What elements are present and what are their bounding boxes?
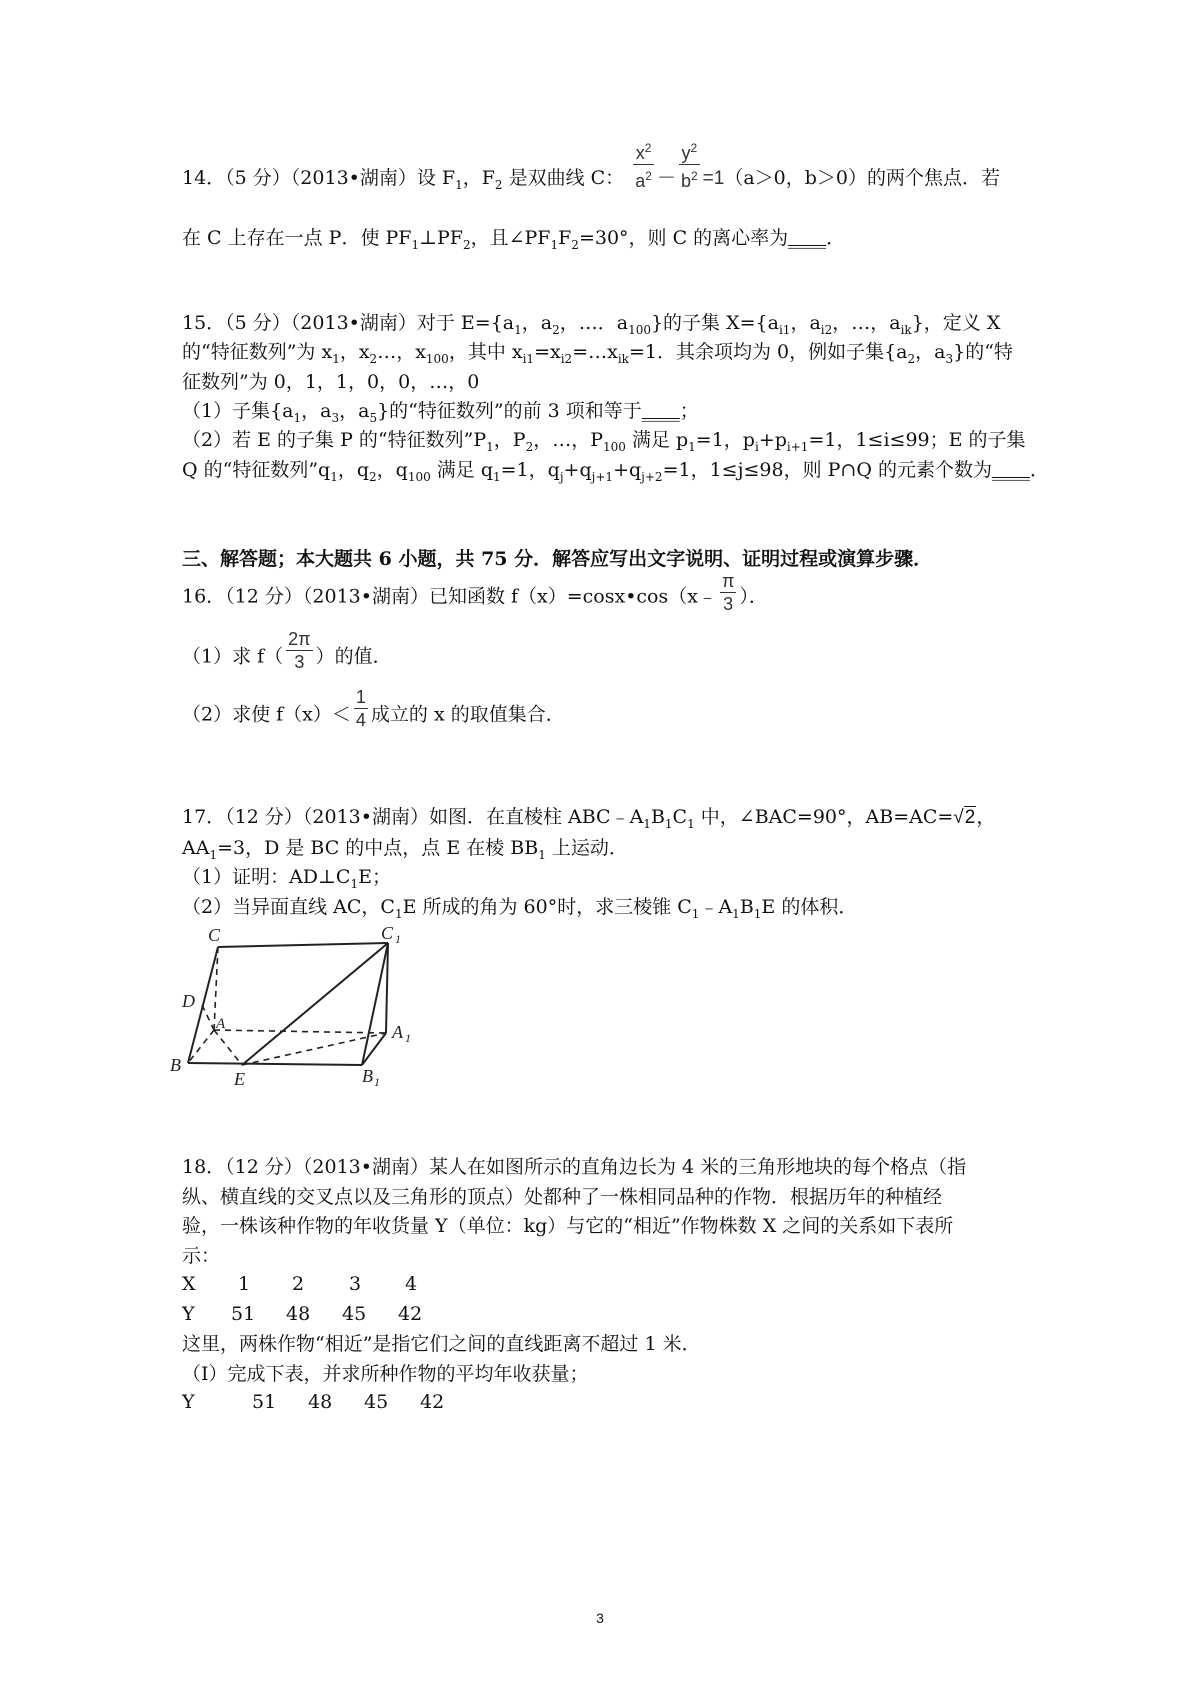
pi-over-3-fraction: $\frac{\pi}{3}$	[721, 571, 735, 614]
y-cell: 48	[286, 1303, 311, 1325]
page-number: 3	[596, 1610, 604, 1626]
q15-line-5: （2）若 E 的子集 P 的“特征数列$”P_1$，$P_2$，…，$P_{100}$ 满足 $p_1=1$，$p_i+p_{i+1}=1$，1≤i≤99；E 的子集	[182, 429, 1026, 454]
q17-part-1: （1）证明：$AD\perp C_1E$；	[182, 866, 391, 891]
q15-line-3: 征数列”为 0，1，1，0，0，…，0	[182, 371, 480, 393]
label-B1-sub: 1	[374, 1075, 380, 1089]
y-cell: 48	[308, 1391, 333, 1413]
section-3-heading: 三、解答题；本大题共 6 小题，共 75 分．解答应写出文字说明、证明过程或演算步骤．	[182, 548, 933, 570]
one-quarter-fraction: $\frac{1}{4}$	[355, 687, 366, 730]
q18-line-3: 验，一株该种作物的年收货量 Y（单位：kg）与它的“相近”作物株数 X 之间的关系如下表所	[182, 1215, 954, 1237]
two-pi-over-3-fraction: $\frac{2\pi}{3}$	[288, 629, 311, 672]
sqrt-two: √2	[953, 807, 976, 828]
answer-blank[interactable]: ____	[788, 227, 827, 249]
y-cell: 51	[252, 1391, 277, 1413]
label-E: E	[234, 1069, 245, 1089]
q15-line-4: （1）子集{$a_1$，$a_3$，$a_5$}的“特征数列”的前 3 项和等于____；	[182, 400, 699, 425]
y-row-label: Y	[182, 1391, 195, 1413]
hyperbola-y-fraction: $\frac{y^2}{b^2}$	[680, 140, 698, 191]
label-A: A	[216, 1016, 226, 1032]
q18-line-4: 示：	[182, 1245, 221, 1267]
q18-line-5: 这里，两株作物“相近”是指它们之间的直线距离不超过 1 米．	[182, 1333, 701, 1355]
q15-line-6: Q 的“特征数列$”q_1$，$q_2$，$q_{100}$ 满足 $q_1=1$，$q_j+q_{j+1}+q_{j+2}=1$，1≤j≤98，则 P∩Q 的元素个数为____．	[182, 459, 1049, 484]
label-B1: B	[362, 1066, 373, 1086]
q17-part-2: （2）当异面直线 AC，$C_1E$ 所成的角为 60°时，求三棱锥 $C_1﹣A_1B_1E$ 的体积．	[182, 896, 858, 921]
y-cell: 45	[364, 1391, 389, 1413]
edge-B-B1	[188, 1063, 362, 1065]
edge-A-A1	[214, 1030, 386, 1033]
y-cell: 45	[342, 1303, 367, 1325]
edge-C1-A1	[386, 943, 388, 1033]
x-cell: 4	[405, 1273, 418, 1295]
q18-line-1: 18．（12 分）（2013•湖南）某人在如图所示的直角边长为 4 米的三角形地块的每个格点（指	[182, 1156, 967, 1178]
q17-line-2: $AA_1=3$，D 是 BC 的中点，点 E 在棱 $BB_1$ 上运动．	[182, 837, 628, 862]
q18-line-6: （Ⅰ）完成下表，并求所种作物的平均年收获量；	[182, 1363, 589, 1385]
q17-line-1: 17．（12 分）（2013•湖南）如图．在直棱柱 $ABC﹣A_1B_1C_1$ 中，∠BAC=90°，AB=AC=√2，	[182, 806, 996, 831]
x-cell: 2	[292, 1273, 305, 1295]
q16-part-1: （1）求 f（ $\frac{2\pi}{3}$ ）的值．	[182, 629, 392, 672]
label-D: D	[182, 991, 195, 1011]
label-C1-sub: 1	[395, 932, 401, 946]
prism-figure	[170, 925, 430, 1090]
q18-line-2: 纵、横直线的交叉点以及三角形的顶点）处都种了一株相同品种的作物．根据历年的种植经	[182, 1186, 943, 1208]
y-cell: 42	[398, 1303, 423, 1325]
q14-line-2: 在 C 上存在一点 P．使 $PF_1\perp PF_2$，且$\angle PF_1F_2=30^\circ$，则 C 的离心率为____．	[182, 227, 846, 252]
edge-C-C1	[218, 943, 388, 947]
q15-line-1: 15．（5 分）（2013•湖南）对于 $E=\{a_1$，$a_2$，…．$a_{100}$}的子集 $X=\{a_{i1}$，$a_{i2}$，…，$a_{ik}$}，定义 X	[182, 312, 1001, 337]
label-A1: A	[392, 1022, 403, 1042]
q15-line-2: 的“特征数列”为 $x_1$，$x_2\dots$，$x_{100}$，其中 $x_{i1}=x_{i2}=\dots x_{ik}=1$．其余项均为 0，例如子集{$a_2$，$a_3$}的“特	[182, 341, 1013, 366]
answer-blank[interactable]: ____	[991, 459, 1030, 481]
hyperbola-x-fraction: $\frac{x^2}{a^2}$	[635, 140, 652, 191]
answer-blank[interactable]: ____	[641, 400, 680, 422]
x-cell: 3	[349, 1273, 362, 1295]
q16-line-1: 16．（12 分）（2013•湖南）已知函数 f（x）=cosx•cos（x﹣ $\frac{\pi}{3}$ ）．	[182, 571, 768, 614]
edge-A-E	[214, 1030, 242, 1065]
label-B: B	[170, 1055, 181, 1075]
y-cell: 42	[420, 1391, 445, 1413]
y-cell: 51	[231, 1303, 256, 1325]
label-C1: C	[381, 925, 394, 943]
x-row-label: X	[182, 1273, 196, 1295]
label-C: C	[208, 925, 221, 945]
x-cell: 1	[238, 1273, 251, 1295]
edge-D-A	[202, 1005, 214, 1030]
q14-line-1: 14．（5 分）（2013•湖南）设 $F_1$，$F_2$ 是双曲线 C： $\frac{x^2}{a^2}$ － $\frac{y^2}{b^2}$ =1（a＞0，b＞0）的两个焦点．若	[182, 166, 1000, 197]
label-A1-sub: 1	[405, 1031, 411, 1045]
q16-part-2: （2）求使 f（x）＜ $\frac{1}{4}$ 成立的 x 的取值集合．	[182, 687, 565, 730]
y-row-label: Y	[182, 1303, 195, 1325]
